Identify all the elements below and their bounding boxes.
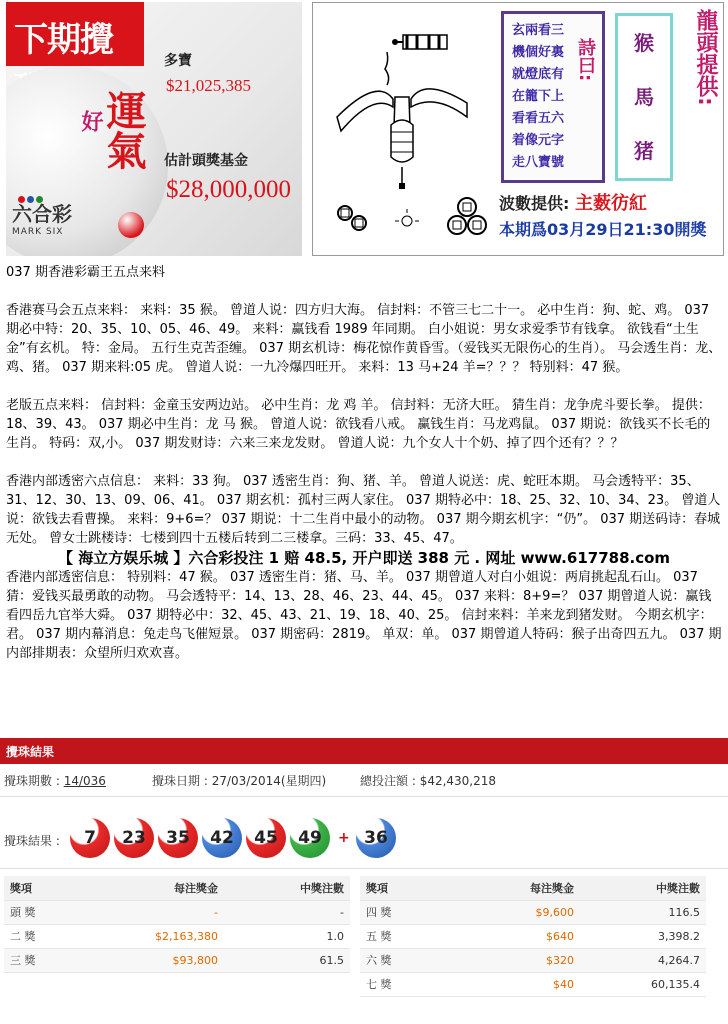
winning-balls	[0, 818, 728, 862]
draw-total-value: $42,430,218	[419, 774, 497, 788]
prize-amount: $320	[470, 948, 580, 972]
casino-ad-link[interactable]: 【 海立方娱乐城 】六合彩投注 1 赔 48.5, 开户即送 388 元 . 网址 www.617788.com	[57, 549, 671, 567]
banner-title-box	[6, 2, 144, 66]
prize-amount: $2,163,380	[114, 924, 224, 948]
snowball-label: 多寶	[164, 53, 192, 69]
number-provider-line	[499, 189, 647, 215]
prize-winners: -	[224, 900, 350, 924]
prize-amount: $9,600	[470, 900, 580, 924]
draw-number	[4, 772, 106, 789]
logo-en: MARK SIX	[12, 227, 64, 237]
col-prize-amount: 每注獎金	[470, 876, 580, 900]
poem-tag: 詩曰:	[575, 38, 596, 82]
paragraph-4: 香港内部透密信息： 特别料：47 猴。 037 透密生肖：猪、马、羊。 037 期曾道人对白小姐说：两肩挑起乱石山。 037 猜：爱钱买最勇敢的动物。 马会透特平：14、13、28、46、23、44、45。 037 来料：8+9=？ 037 期曾道人说：赢钱看四岳九官举大舜。 037 期特必中：32、45、43、21、19、18、40、25。 信封来料：羊来龙到猪发财。 今期玄机字：君。 037 期内幕消息：兔走鸟飞催短景。 037 期密码：2819。 单双：单。 037 期曾道人特码：猴子出奇四五九。 037 期内部排期表：众望所归欢欢喜。	[6, 570, 722, 661]
col-prize-amount: 每注獎金	[114, 876, 224, 900]
draw-date-label: 攪珠日期 :	[152, 774, 212, 788]
draw-date-value: 27/03/2014(星期四)	[211, 774, 327, 788]
jackpot-fund-value: $28,000,000	[166, 176, 291, 203]
draw-date	[152, 772, 326, 789]
draw-number-label: 攪珠期數 :	[4, 774, 64, 788]
provider-label: 龍頭提供:	[693, 9, 718, 106]
poem-line: 玄兩看三	[512, 23, 565, 38]
poem-line: 在籠下上	[512, 89, 565, 104]
prize-winners: 1.0	[224, 924, 350, 948]
prize-amount: $40	[470, 972, 580, 996]
prize-name: 七 獎	[360, 972, 470, 996]
logo-cn: 六合彩	[12, 202, 72, 226]
prize-name: 頭 獎	[4, 900, 114, 924]
prize-amount: $640	[470, 924, 580, 948]
draw-results-bar	[0, 738, 728, 764]
winning-ball: 7	[70, 818, 110, 858]
poem-line: 看看五六	[512, 111, 565, 126]
prize-winners: 60,135.4	[580, 972, 706, 996]
fortune-big: 運氣	[100, 90, 147, 170]
prize-name: 五 獎	[360, 924, 470, 948]
col-winners: 中獎注數	[224, 876, 350, 900]
header-line: 037 期香港彩霸王五点来料	[6, 265, 165, 280]
prize-name: 二 獎	[4, 924, 114, 948]
jackpot-fund-label: 估計頭獎基金	[164, 153, 248, 169]
draw-number-value: 14/036	[63, 774, 106, 788]
draw-time-line: 本期爲03月29日21:30開獎	[499, 220, 707, 239]
prize-winners: 4,264.7	[580, 948, 706, 972]
poem-line: 機個好裏	[512, 45, 565, 60]
poem-line: 着像元字	[512, 133, 565, 148]
prize-table-left	[4, 876, 350, 973]
riddle-poem-box	[501, 11, 605, 183]
prize-row	[360, 948, 706, 972]
plus-sign: +	[338, 830, 350, 846]
mark-six-banner[interactable]	[6, 2, 302, 256]
zodiac-2: 馬	[634, 85, 654, 109]
zodiac-3: 猪	[634, 139, 654, 163]
prize-row	[4, 900, 350, 924]
zodiac-box	[615, 13, 673, 181]
paragraph-1: 香港赛马会五点来料： 来料：35 猴。 曾道人说：四方归大海。 信封料：不管三七二十一。 必中生肖：狗、蛇、鸡。 037 期必中特：20、35、10、05、46、49。 来料：赢钱看 1989 年同期。 白小姐说：男女求爱季节有钱拿。 欲钱看“土生金”有玄机。 特：金局。 五行生克苦歪缠。 037 期玄机诗：梅花惊作黄昏雪。（爱钱买无限伤心的生肖）。 马会透生肖：龙、鸡、猪。 037 期来料:05 虎。 曾道人说：一九冷爆四旺开。 来料：13 马+24 羊=？？？ 特别料：47 猴。	[6, 303, 722, 375]
poem-line: 走八寶號	[512, 155, 565, 170]
zodiac-1: 猴	[634, 31, 654, 55]
prize-amount: -	[114, 900, 224, 924]
prize-amount: $93,800	[114, 948, 224, 972]
prize-name: 六 獎	[360, 948, 470, 972]
col-prize-name: 獎項	[4, 876, 114, 900]
mark-six-logo	[12, 198, 92, 237]
poem-line: 就燈底有	[512, 67, 565, 82]
prize-row	[360, 972, 706, 996]
article-body	[6, 263, 722, 663]
banner-title: 下期攪	[14, 20, 113, 60]
special-ball: 36	[356, 818, 396, 858]
balls-label: 攪珠結果 :	[4, 834, 60, 848]
mini-ball-icon	[118, 212, 144, 238]
winning-ball: 35	[158, 818, 198, 858]
prize-name: 四 獎	[360, 900, 470, 924]
snowball-value: $21,025,385	[166, 76, 251, 95]
divider	[0, 868, 728, 869]
fortune-small: 好	[78, 110, 103, 132]
draw-total	[360, 772, 496, 789]
winning-ball: 42	[202, 818, 242, 858]
col-prize-name: 獎項	[360, 876, 470, 900]
winning-ball: 23	[114, 818, 154, 858]
prize-row	[360, 900, 706, 924]
prize-name: 三 獎	[4, 948, 114, 972]
col-winners: 中獎注數	[580, 876, 706, 900]
prize-winners: 61.5	[224, 948, 350, 972]
winning-ball: 49	[290, 818, 330, 858]
poem-lines	[512, 20, 574, 174]
draw-total-label: 總投注額 :	[360, 774, 420, 788]
prize-table-right	[360, 876, 706, 997]
prize-row	[4, 948, 350, 972]
divider	[0, 796, 728, 797]
draw-results-title: 攪珠結果	[6, 745, 55, 759]
prize-winners: 116.5	[580, 900, 706, 924]
paragraph-3: 香港内部透密六点信息： 来料：33 狗。 037 透密生肖：狗、猪、羊。 曾道人说送：虎、蛇旺本期。 马会透特平：35、31、12、30、13、09、06、41。 037 期玄机：孤村三两人家住。 037 期特必中：18、25、32、10、34、23。 曾道人说：欲钱去看曹操。 来料：9+6=？ 037 期说：十二生肖中最小的动物。 037 期今期玄机字：“仍”。 037 期送码诗：春城无处。 曾女士跳楼诗：七楼到四十五楼后转到二三楼拿。三码：33、45、47。	[6, 474, 721, 546]
prize-row	[360, 924, 706, 948]
prize-winners: 3,398.2	[580, 924, 706, 948]
riddle-illustration-icon	[317, 7, 497, 256]
number-provider-name: 主薮彷紅	[574, 193, 647, 214]
winning-ball: 45	[246, 818, 286, 858]
number-provider-prefix: 波數提供:	[499, 194, 570, 213]
logo-dots-icon	[18, 188, 58, 198]
paragraph-2: 老版五点来料： 信封料：金童玉安两边站。 必中生肖：龙 鸡 羊。 信封料：无济大旺。 猜生肖：龙争虎斗要长拳。 提供：18、39、43。 037 期必中生肖：龙 马 猴。 曾道人说：欲钱看八戒。 赢钱生肖：马龙鸡鼠。 037 期说：欲钱买不长毛的生肖。 特码：双,小。 037 期发财诗：六来三来龙发财。 曾道人说：九个女人十个奶、掉了四个还有？？？	[6, 398, 711, 451]
riddle-banner[interactable]	[312, 2, 724, 256]
prize-row	[4, 924, 350, 948]
